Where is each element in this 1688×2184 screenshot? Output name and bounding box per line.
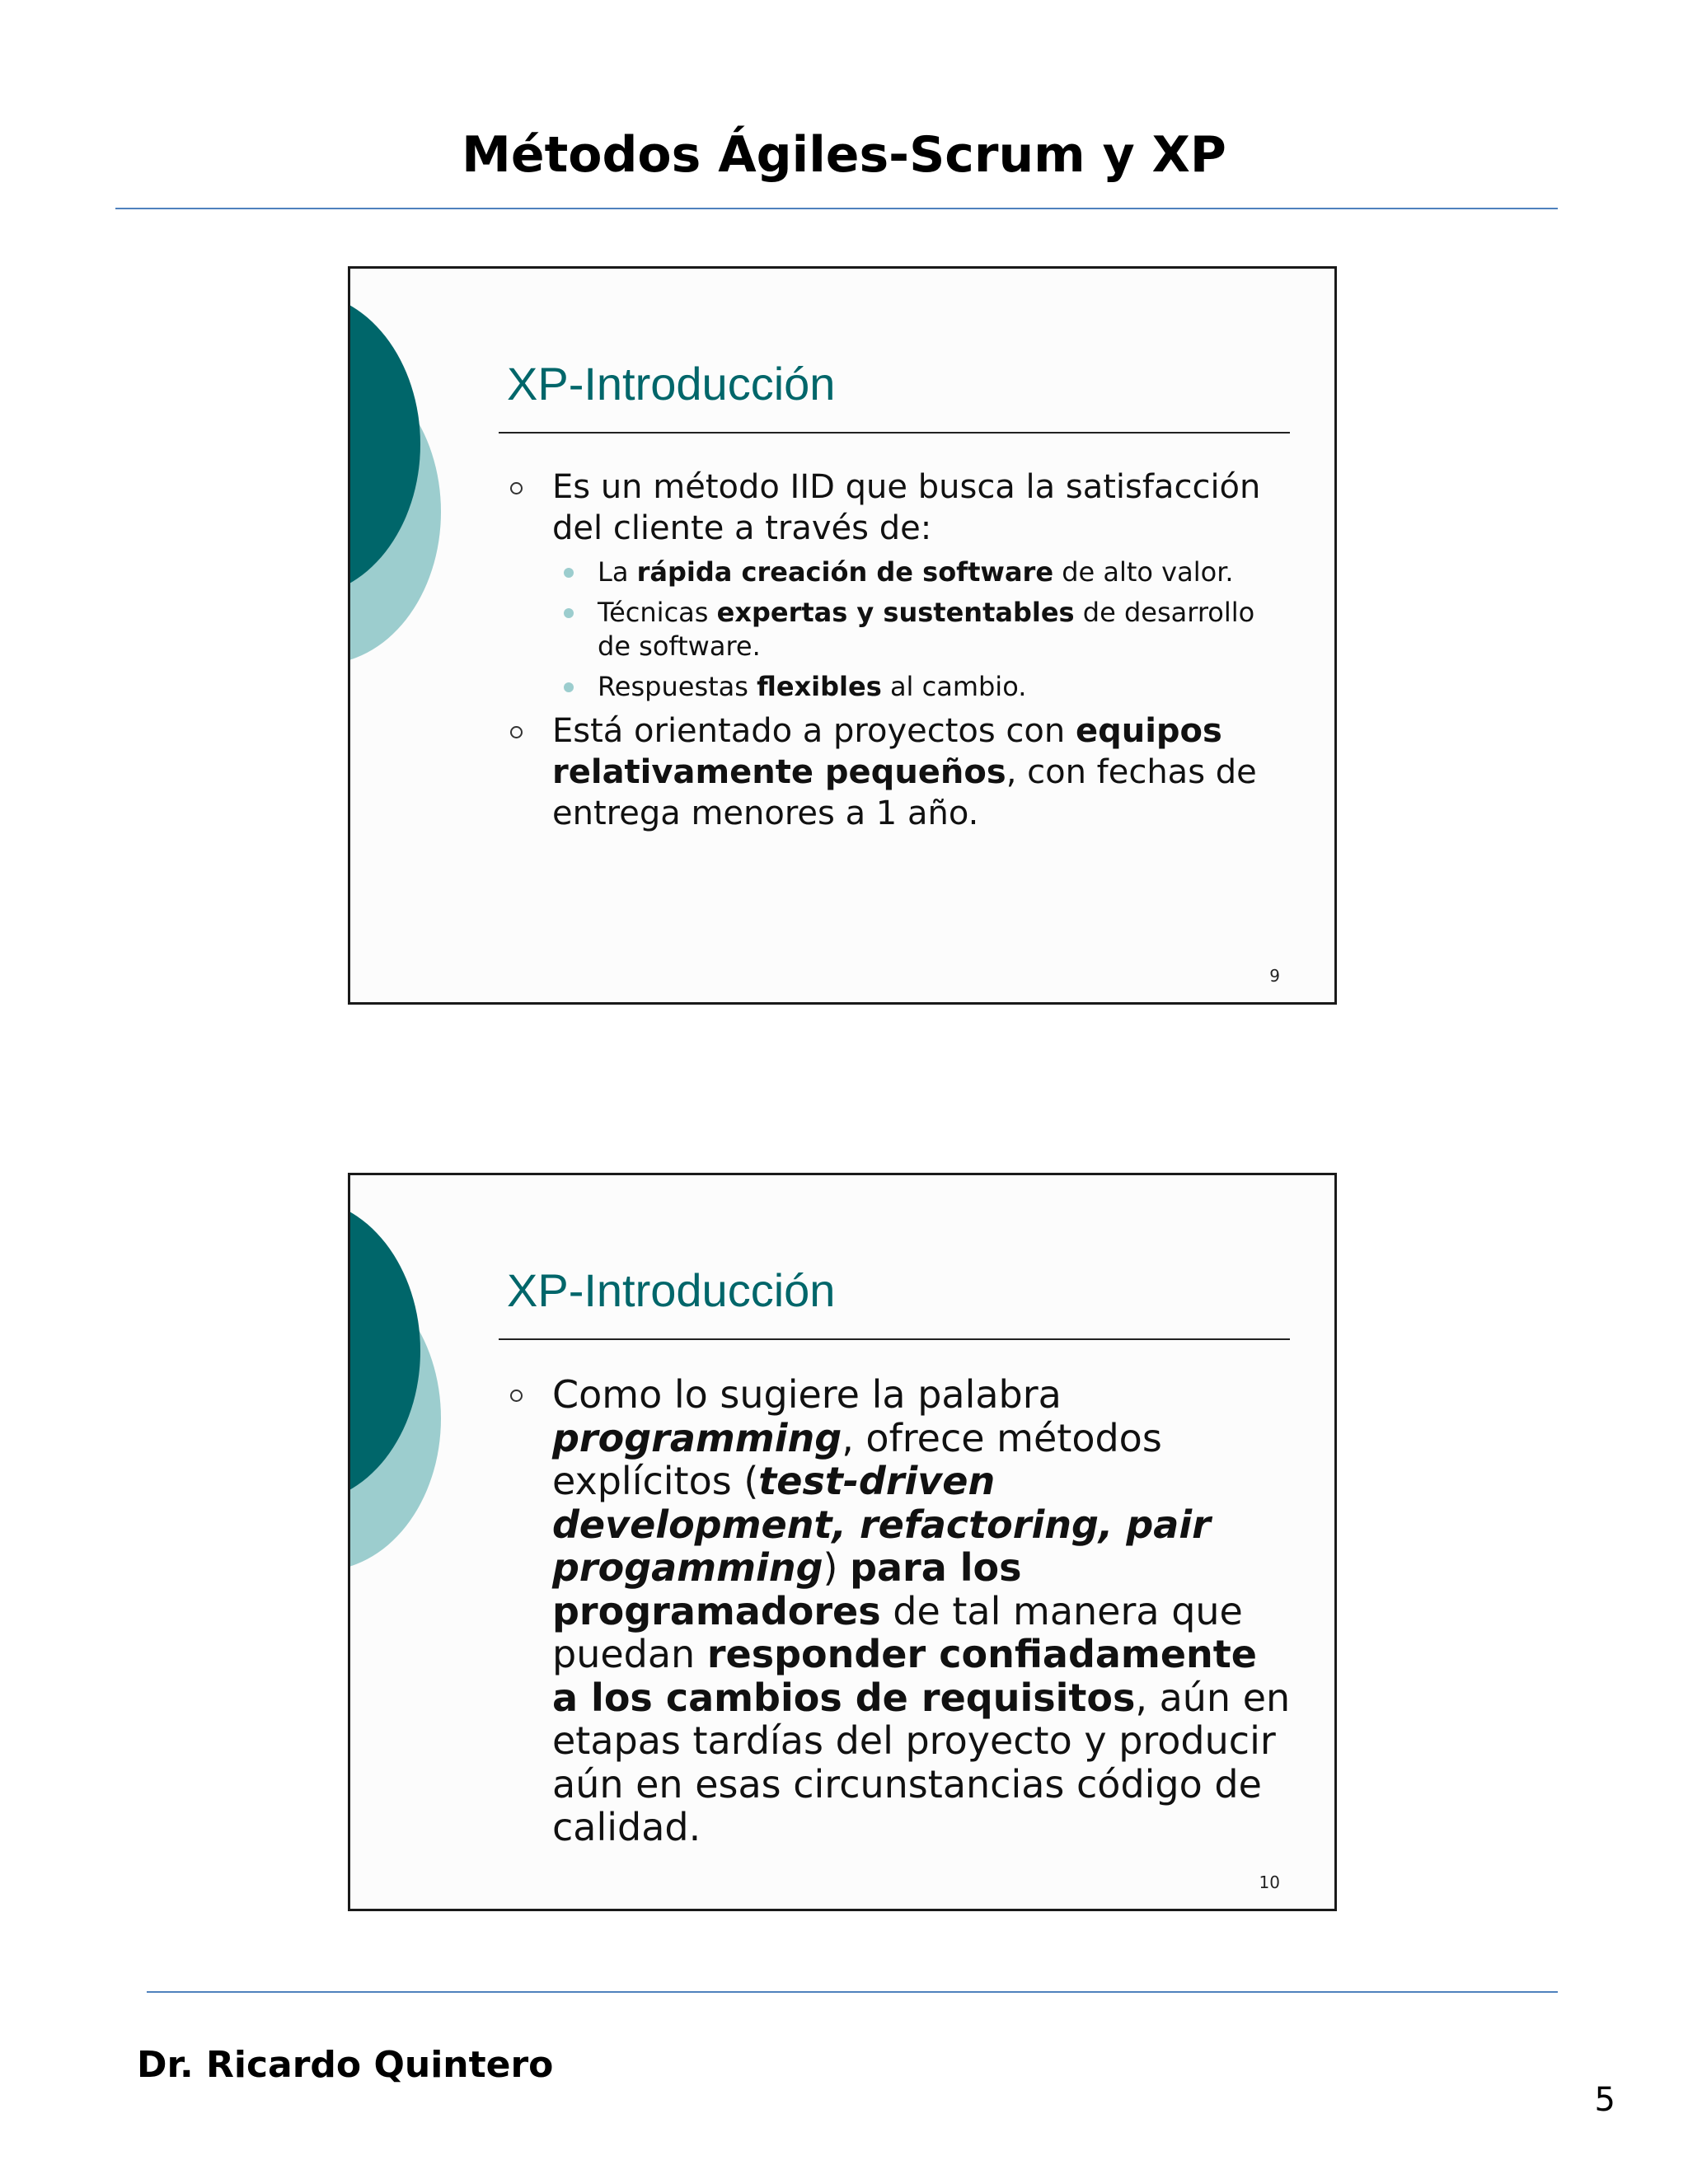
- slide-title: XP-Introducción: [507, 358, 836, 410]
- text-run: al cambio.: [881, 671, 1027, 702]
- slide-body: [507, 466, 1294, 834]
- bold-text-run: para los programadores: [552, 1545, 1022, 1633]
- page-title: Métodos Ágiles-Scrum y XP: [462, 126, 1226, 184]
- bold-text-run: [552, 1416, 842, 1460]
- bold-text-run: flexibles: [757, 671, 882, 702]
- text-run: Como lo sugiere la palabra: [552, 1372, 1062, 1417]
- slide-title-divider: [499, 432, 1290, 434]
- bullet-item: [507, 710, 1294, 834]
- text-run: Respuestas: [598, 671, 757, 702]
- text-run: , aún en etapas tardías del proyecto y producir aún en esas circunstancias código de calidad.: [552, 1675, 1291, 1849]
- hollow-circle-bullet-icon: [510, 1390, 523, 1402]
- bold-text-run: rápida creación de software: [636, 556, 1054, 588]
- footer-divider: [147, 1991, 1558, 1993]
- author-name: Dr. Ricardo Quintero: [137, 2044, 554, 2086]
- hollow-circle-bullet-icon: [510, 726, 523, 738]
- filled-dot-bullet-icon: [564, 682, 574, 692]
- sub-bullet-item: [507, 555, 1294, 589]
- slide-thumbnail: [348, 1173, 1337, 1911]
- text-run: de tal manera que puedan: [552, 1588, 1243, 1676]
- sub-bullet-item: [507, 596, 1294, 663]
- slide-title: XP-Introducción: [507, 1264, 836, 1316]
- sub-bullet-item: [507, 670, 1294, 704]
- slide-number: 10: [1259, 1872, 1280, 1892]
- bullet-item: [507, 1373, 1294, 1849]
- text-run: La: [598, 556, 637, 588]
- slide-title-divider: [499, 1338, 1290, 1340]
- filled-dot-bullet-icon: [564, 568, 574, 578]
- header-divider: [115, 208, 1558, 209]
- text-run: de alto valor.: [1053, 556, 1234, 588]
- text-run: de desarrollo de software.: [598, 597, 1255, 662]
- slide-thumbnail: [348, 266, 1337, 1005]
- hollow-circle-bullet-icon: [510, 482, 523, 494]
- text-run: Es un método IID que busca la satisfacción del cliente a través de:: [552, 468, 1261, 547]
- filled-dot-bullet-icon: [564, 608, 574, 618]
- slide-body: [507, 1373, 1294, 1849]
- slide-number: 9: [1269, 966, 1280, 986]
- page-number: 5: [1594, 2081, 1615, 2119]
- bold-text-run: expertas y sustentables: [716, 597, 1075, 628]
- text-run: , con fechas de entrega menores a 1 año.: [552, 753, 1257, 832]
- text-run: Está orientado a proyectos con: [552, 712, 1076, 750]
- emphasized-text: test-driven development, refactoring, pair progamming: [552, 1459, 1211, 1590]
- emphasized-text: programming: [552, 1415, 842, 1460]
- text-run: Técnicas: [598, 597, 717, 628]
- text-run: , ofrece métodos explícitos (: [552, 1415, 1162, 1503]
- bullet-item: [507, 466, 1294, 549]
- sub-bullet-list: [507, 555, 1294, 704]
- text-run: ): [823, 1545, 851, 1590]
- bold-text-run: responder confiadamente a los cambios de requisitos: [552, 1632, 1257, 1720]
- bold-text-run: equipos relativamente pequeños: [552, 712, 1222, 791]
